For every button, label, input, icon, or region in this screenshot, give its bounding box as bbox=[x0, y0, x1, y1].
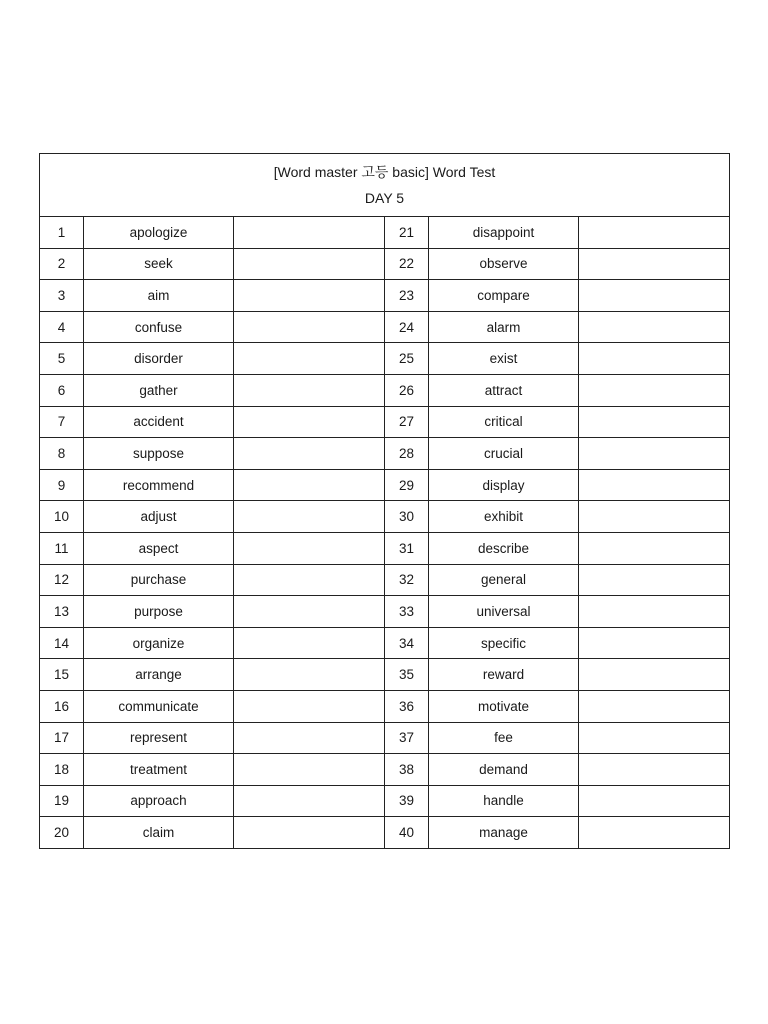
item-number: 23 bbox=[385, 280, 429, 312]
vocab-word: apologize bbox=[84, 217, 234, 249]
answer-blank[interactable] bbox=[234, 501, 385, 533]
item-number: 40 bbox=[385, 817, 429, 849]
answer-blank[interactable] bbox=[579, 248, 730, 280]
vocab-word: critical bbox=[429, 406, 579, 438]
answer-blank[interactable] bbox=[579, 596, 730, 628]
item-number: 15 bbox=[40, 659, 84, 691]
vocab-word: motivate bbox=[429, 690, 579, 722]
table-row bbox=[40, 627, 730, 659]
table-row bbox=[40, 596, 730, 628]
answer-blank[interactable] bbox=[579, 627, 730, 659]
vocab-word: manage bbox=[429, 817, 579, 849]
item-number: 32 bbox=[385, 564, 429, 596]
answer-blank[interactable] bbox=[579, 817, 730, 849]
answer-blank[interactable] bbox=[234, 469, 385, 501]
table-row bbox=[40, 217, 730, 249]
table-row bbox=[40, 817, 730, 849]
vocab-word: disappoint bbox=[429, 217, 579, 249]
item-number: 5 bbox=[40, 343, 84, 375]
item-number: 31 bbox=[385, 532, 429, 564]
answer-blank[interactable] bbox=[234, 785, 385, 817]
item-number: 26 bbox=[385, 374, 429, 406]
item-number: 36 bbox=[385, 690, 429, 722]
test-title: [Word master 고등 basic] Word Test bbox=[273, 164, 496, 180]
table-row bbox=[40, 690, 730, 722]
table-row bbox=[40, 501, 730, 533]
answer-blank[interactable] bbox=[579, 406, 730, 438]
header-row bbox=[40, 154, 730, 217]
vocab-word: approach bbox=[84, 785, 234, 817]
vocab-word: general bbox=[429, 564, 579, 596]
item-number: 37 bbox=[385, 722, 429, 754]
answer-blank[interactable] bbox=[579, 374, 730, 406]
answer-blank[interactable] bbox=[234, 217, 385, 249]
answer-blank[interactable] bbox=[234, 311, 385, 343]
answer-blank[interactable] bbox=[579, 311, 730, 343]
item-number: 28 bbox=[385, 438, 429, 470]
answer-blank[interactable] bbox=[234, 754, 385, 786]
answer-blank[interactable] bbox=[579, 785, 730, 817]
answer-blank[interactable] bbox=[579, 722, 730, 754]
answer-blank[interactable] bbox=[234, 438, 385, 470]
word-test-table bbox=[39, 153, 730, 849]
table-row bbox=[40, 280, 730, 312]
item-number: 17 bbox=[40, 722, 84, 754]
item-number: 12 bbox=[40, 564, 84, 596]
table-row bbox=[40, 722, 730, 754]
answer-blank[interactable] bbox=[579, 469, 730, 501]
table-row bbox=[40, 438, 730, 470]
item-number: 8 bbox=[40, 438, 84, 470]
table-row bbox=[40, 248, 730, 280]
day-label: DAY 5 bbox=[364, 190, 405, 206]
answer-blank[interactable] bbox=[234, 564, 385, 596]
item-number: 4 bbox=[40, 311, 84, 343]
answer-blank[interactable] bbox=[234, 817, 385, 849]
vocab-word: specific bbox=[429, 627, 579, 659]
item-number: 16 bbox=[40, 690, 84, 722]
item-number: 39 bbox=[385, 785, 429, 817]
item-number: 25 bbox=[385, 343, 429, 375]
answer-blank[interactable] bbox=[579, 280, 730, 312]
item-number: 13 bbox=[40, 596, 84, 628]
table-row bbox=[40, 564, 730, 596]
item-number: 27 bbox=[385, 406, 429, 438]
item-number: 3 bbox=[40, 280, 84, 312]
answer-blank[interactable] bbox=[234, 596, 385, 628]
vocab-word: display bbox=[429, 469, 579, 501]
vocab-word: demand bbox=[429, 754, 579, 786]
item-number: 1 bbox=[40, 217, 84, 249]
answer-blank[interactable] bbox=[579, 754, 730, 786]
item-number: 21 bbox=[385, 217, 429, 249]
answer-blank[interactable] bbox=[579, 217, 730, 249]
table-row bbox=[40, 343, 730, 375]
vocab-word: claim bbox=[84, 817, 234, 849]
vocab-word: describe bbox=[429, 532, 579, 564]
table-row bbox=[40, 532, 730, 564]
item-number: 38 bbox=[385, 754, 429, 786]
answer-blank[interactable] bbox=[579, 690, 730, 722]
answer-blank[interactable] bbox=[579, 564, 730, 596]
item-number: 35 bbox=[385, 659, 429, 691]
table-row bbox=[40, 374, 730, 406]
item-number: 14 bbox=[40, 627, 84, 659]
vocab-word: treatment bbox=[84, 754, 234, 786]
vocab-word: arrange bbox=[84, 659, 234, 691]
vocab-word: observe bbox=[429, 248, 579, 280]
vocab-word: recommend bbox=[84, 469, 234, 501]
vocab-word: accident bbox=[84, 406, 234, 438]
vocab-word: attract bbox=[429, 374, 579, 406]
vocab-word: alarm bbox=[429, 311, 579, 343]
table-row bbox=[40, 659, 730, 691]
answer-blank[interactable] bbox=[234, 659, 385, 691]
item-number: 10 bbox=[40, 501, 84, 533]
answer-blank[interactable] bbox=[579, 659, 730, 691]
item-number: 7 bbox=[40, 406, 84, 438]
answer-blank[interactable] bbox=[234, 627, 385, 659]
item-number: 29 bbox=[385, 469, 429, 501]
item-number: 20 bbox=[40, 817, 84, 849]
answer-blank[interactable] bbox=[234, 690, 385, 722]
vocab-word: purchase bbox=[84, 564, 234, 596]
vocab-word: communicate bbox=[84, 690, 234, 722]
answer-blank[interactable] bbox=[234, 248, 385, 280]
vocab-word: organize bbox=[84, 627, 234, 659]
item-number: 2 bbox=[40, 248, 84, 280]
vocab-word: fee bbox=[429, 722, 579, 754]
vocab-word: compare bbox=[429, 280, 579, 312]
vocab-word: reward bbox=[429, 659, 579, 691]
vocab-word: represent bbox=[84, 722, 234, 754]
item-number: 24 bbox=[385, 311, 429, 343]
vocab-word: universal bbox=[429, 596, 579, 628]
vocab-word: exist bbox=[429, 343, 579, 375]
vocab-word: confuse bbox=[84, 311, 234, 343]
item-number: 34 bbox=[385, 627, 429, 659]
answer-blank[interactable] bbox=[579, 343, 730, 375]
vocab-word: disorder bbox=[84, 343, 234, 375]
answer-blank[interactable] bbox=[579, 532, 730, 564]
answer-blank[interactable] bbox=[234, 374, 385, 406]
item-number: 19 bbox=[40, 785, 84, 817]
header-cell bbox=[40, 154, 730, 217]
item-number: 22 bbox=[385, 248, 429, 280]
answer-blank[interactable] bbox=[234, 280, 385, 312]
table-row bbox=[40, 406, 730, 438]
vocab-word: handle bbox=[429, 785, 579, 817]
vocab-word: crucial bbox=[429, 438, 579, 470]
table-row bbox=[40, 785, 730, 817]
vocab-word: aspect bbox=[84, 532, 234, 564]
item-number: 9 bbox=[40, 469, 84, 501]
item-number: 11 bbox=[40, 532, 84, 564]
answer-blank[interactable] bbox=[234, 406, 385, 438]
answer-blank[interactable] bbox=[234, 343, 385, 375]
table-row bbox=[40, 469, 730, 501]
table-row bbox=[40, 754, 730, 786]
vocab-word: purpose bbox=[84, 596, 234, 628]
item-number: 18 bbox=[40, 754, 84, 786]
answer-blank[interactable] bbox=[234, 722, 385, 754]
vocab-word: aim bbox=[84, 280, 234, 312]
vocab-word: gather bbox=[84, 374, 234, 406]
vocab-word: seek bbox=[84, 248, 234, 280]
answer-blank[interactable] bbox=[234, 532, 385, 564]
item-number: 30 bbox=[385, 501, 429, 533]
vocab-word: adjust bbox=[84, 501, 234, 533]
item-number: 33 bbox=[385, 596, 429, 628]
answer-blank[interactable] bbox=[579, 438, 730, 470]
vocab-word: suppose bbox=[84, 438, 234, 470]
answer-blank[interactable] bbox=[579, 501, 730, 533]
item-number: 6 bbox=[40, 374, 84, 406]
vocab-word: exhibit bbox=[429, 501, 579, 533]
table-row bbox=[40, 311, 730, 343]
